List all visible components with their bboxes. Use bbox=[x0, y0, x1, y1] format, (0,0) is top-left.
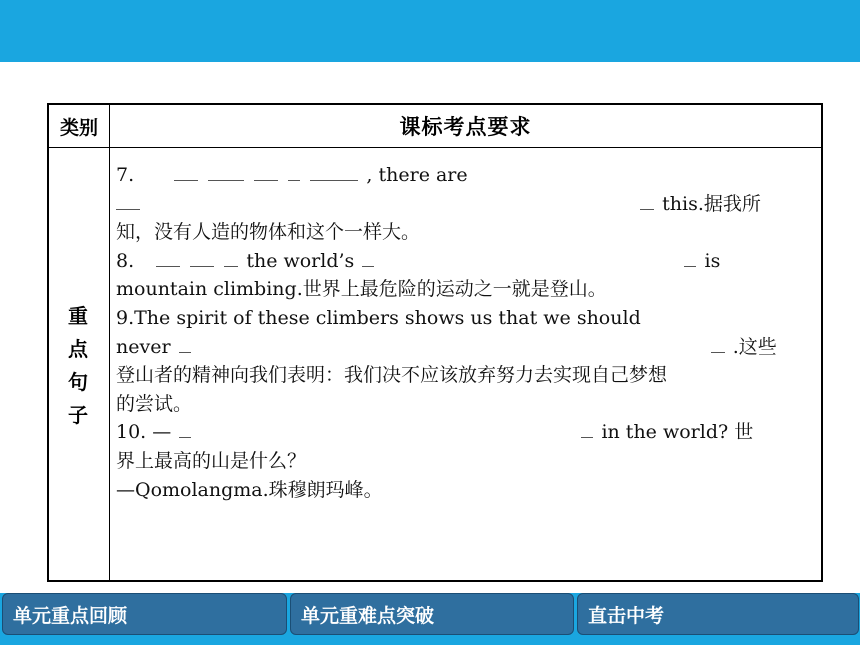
blank-line bbox=[254, 179, 278, 181]
nav-button-exam-focus[interactable]: 直击中考 bbox=[577, 593, 859, 635]
sentence-text: , there are bbox=[366, 164, 468, 186]
sentence-9-translation-1: 登山者的精神向我们表明：我们决不应该放弃努力去实现自己梦想 bbox=[116, 364, 668, 387]
blank-line bbox=[288, 179, 300, 181]
sentence-text: .这些 bbox=[732, 335, 777, 358]
sentence-10-translation: 界上最高的山是什么？ bbox=[116, 449, 307, 472]
sentence-10-answer: —Qomolangma.珠穆朗玛峰。 bbox=[116, 478, 383, 501]
sentence-list bbox=[116, 161, 816, 504]
blank-line bbox=[384, 265, 674, 267]
blank-line bbox=[179, 351, 191, 353]
blank-line bbox=[684, 265, 696, 267]
blank-line bbox=[156, 265, 180, 267]
column-divider bbox=[109, 105, 110, 580]
nav-button-unit-review[interactable]: 单元重点回顾 bbox=[2, 593, 287, 635]
sentence-text: is bbox=[704, 249, 721, 272]
blank-line bbox=[174, 179, 198, 181]
header-category: 类别 bbox=[59, 116, 98, 139]
blank-line bbox=[310, 179, 358, 181]
blank-line bbox=[362, 265, 374, 267]
category-char: 句 bbox=[68, 370, 88, 394]
sentence-9-line-1: 9.The spirit of these climbers shows us that we should bbox=[116, 306, 641, 329]
sentence-7-line-2 bbox=[116, 190, 816, 219]
nav-button-key-difficulties[interactable]: 单元重难点突破 bbox=[290, 593, 574, 635]
sentence-number: 7. bbox=[116, 164, 135, 186]
blank-line bbox=[224, 265, 238, 267]
sentence-number: 8. bbox=[116, 249, 135, 272]
sentence-text: in the world? 世 bbox=[601, 421, 754, 444]
category-label bbox=[63, 300, 93, 432]
sentence-text: never bbox=[116, 335, 171, 358]
sentence-9-translation-2: 的尝试。 bbox=[116, 392, 193, 415]
sentence-7-translation: 知，没有人造的物体和这个一样大。 bbox=[116, 221, 421, 244]
sentence-8-line-1 bbox=[116, 247, 816, 276]
sentence-10-line-1 bbox=[116, 418, 816, 447]
sentence-7-line-1 bbox=[116, 161, 816, 190]
sentence-text: this.据我所 bbox=[662, 192, 761, 215]
blank-line bbox=[581, 436, 593, 438]
blank-line bbox=[201, 436, 571, 438]
blank-line bbox=[201, 351, 701, 353]
blank-line bbox=[150, 208, 630, 210]
sentence-8-line-2: mountain climbing.世界上最危险的运动之一就是登山。 bbox=[116, 278, 607, 301]
category-char: 子 bbox=[68, 403, 88, 427]
blank-line bbox=[190, 265, 214, 267]
sentence-9-line-2 bbox=[116, 333, 816, 362]
category-char: 重 bbox=[68, 304, 88, 328]
sentence-number: 10. — bbox=[116, 421, 172, 444]
blank-line bbox=[179, 436, 191, 438]
category-char: 点 bbox=[68, 337, 88, 361]
header-divider bbox=[0, 62, 860, 65]
blank-line bbox=[208, 179, 244, 181]
category-cell bbox=[49, 148, 109, 580]
header-bar bbox=[0, 0, 860, 62]
header-requirement: 课标考点要求 bbox=[399, 115, 532, 139]
blank-line bbox=[711, 351, 725, 353]
header-row-divider bbox=[49, 147, 821, 148]
blank-line bbox=[116, 208, 140, 210]
sentence-text: the world’s bbox=[246, 249, 355, 272]
blank-line bbox=[640, 208, 654, 210]
